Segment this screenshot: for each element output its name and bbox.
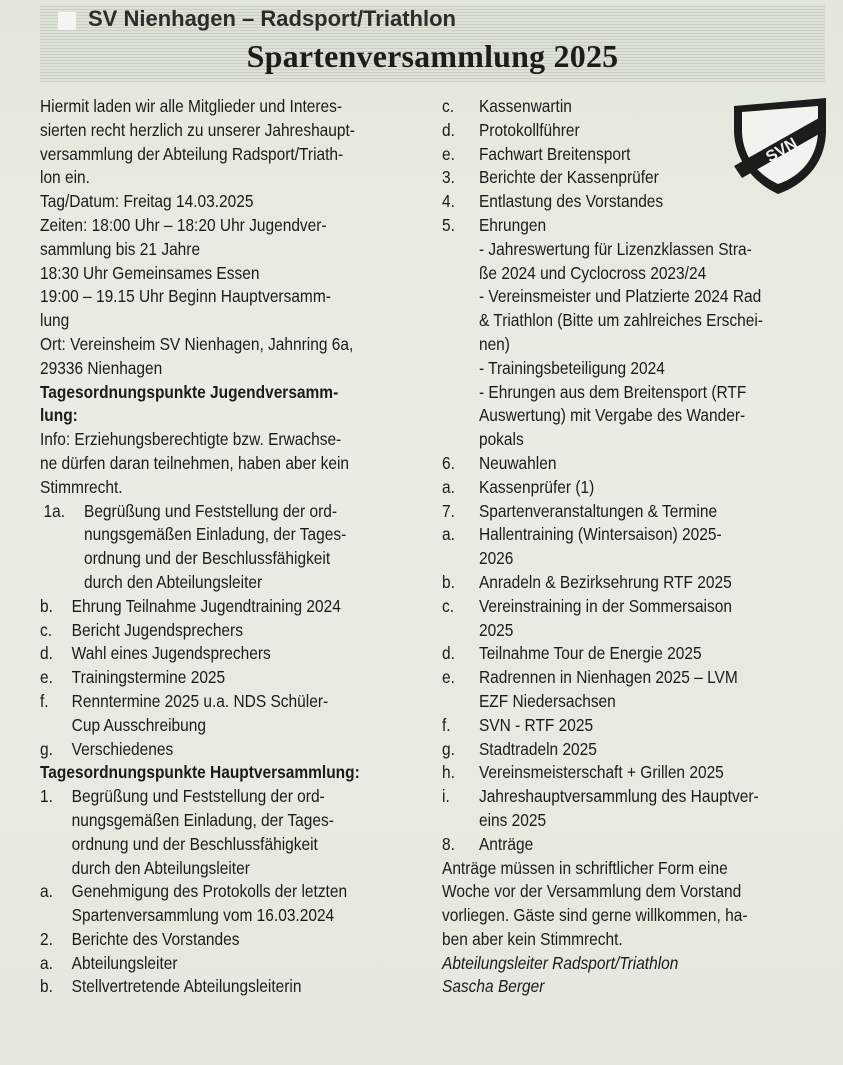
text-line: - Ehrungen aus dem Breitensport (RTF bbox=[478, 381, 747, 402]
text-line: Stimmrecht. bbox=[40, 476, 123, 497]
item-text: Ehrung Teilnahme Jugendtraining 2024 bbox=[71, 595, 341, 616]
text-line: - Trainingsbeteiligung 2024 bbox=[478, 357, 665, 378]
text-line: Tagesordnungspunkte Jugendversamm- bbox=[40, 381, 339, 402]
text-line: ordnung und der Beschlussfähigkeit bbox=[84, 548, 331, 569]
item-number: b. bbox=[40, 976, 53, 997]
item-text: Entlastung des Vorstandes bbox=[478, 191, 664, 212]
text-line bbox=[40, 975, 427, 999]
item-text: Teilnahme Tour de Energie 2025 bbox=[478, 643, 702, 664]
text-line: EZF Niedersachsen bbox=[478, 690, 616, 711]
text-line: Tagesordnungspunkte Hauptversammlung: bbox=[40, 762, 360, 783]
item-number: c. bbox=[40, 619, 53, 640]
text-line bbox=[442, 642, 833, 666]
text-line: sammlung bis 21 Jahre bbox=[40, 238, 201, 259]
text-line bbox=[40, 785, 427, 809]
org-title: SV Nienhagen – Radsport/Triathlon bbox=[88, 6, 456, 31]
text-line bbox=[442, 452, 833, 476]
item-number: 6. bbox=[442, 452, 455, 473]
item-number: b. bbox=[40, 595, 53, 616]
text-line: ordnung und der Beschlussfähigkeit bbox=[71, 833, 318, 854]
item-number: 2. bbox=[40, 928, 53, 949]
item-number: a. bbox=[40, 952, 53, 973]
text-line: Zeiten: 18:00 Uhr – 18:20 Uhr Jugendver- bbox=[40, 214, 327, 235]
text-line: Abteilungsleiter Radsport/Triathlon bbox=[442, 952, 679, 973]
text-line: ße 2024 und Cyclocross 2023/24 bbox=[478, 262, 707, 283]
text-line bbox=[442, 714, 833, 738]
text-line: lung: bbox=[40, 405, 78, 426]
text-line bbox=[40, 880, 427, 904]
text-line bbox=[442, 738, 833, 762]
text-line: Anträge müssen in schriftlicher Form eine bbox=[442, 857, 728, 878]
item-number: 7. bbox=[442, 500, 455, 521]
text-line: & Triathlon (Bitte um zahlreiches Erschei- bbox=[478, 310, 763, 331]
text-line: Spartenversammlung vom 16.03.2024 bbox=[71, 905, 335, 926]
item-text: Trainingstermine 2025 bbox=[71, 667, 226, 688]
item-number: a. bbox=[40, 881, 53, 902]
item-number: h. bbox=[442, 762, 455, 783]
text-line bbox=[40, 619, 427, 643]
left-column bbox=[40, 95, 427, 999]
item-number: c. bbox=[442, 96, 455, 116]
text-line: ben aber kein Stimmrecht. bbox=[442, 928, 623, 949]
item-text: Fachwart Breitensport bbox=[478, 143, 631, 164]
item-text: Verschiedenes bbox=[71, 738, 174, 759]
text-line bbox=[442, 761, 833, 785]
text-line: - Vereinsmeister und Platzierte 2024 Rad bbox=[478, 286, 762, 307]
item-text: Renntermine 2025 u.a. NDS Schüler- bbox=[71, 690, 329, 711]
text-line: nen) bbox=[478, 333, 510, 354]
text-line: 2026 bbox=[478, 548, 514, 569]
text-line: Sascha Berger bbox=[442, 976, 545, 997]
item-number: f. bbox=[40, 690, 49, 711]
item-number: g. bbox=[442, 738, 455, 759]
item-text: Stadtradeln 2025 bbox=[478, 738, 597, 759]
text-line bbox=[442, 500, 833, 524]
item-text: Begrüßung und Feststellung der ord- bbox=[84, 500, 338, 521]
item-number: e. bbox=[442, 667, 455, 688]
text-line: Info: Erziehungsberechtigte bzw. Erwachse- bbox=[40, 429, 342, 450]
text-line bbox=[442, 523, 833, 547]
text-line: - Jahreswertung für Lizenzklassen Stra- bbox=[478, 238, 752, 259]
text-line bbox=[442, 476, 833, 500]
text-line: Woche vor der Versammlung dem Vorstand bbox=[442, 881, 742, 902]
text-line: eins 2025 bbox=[478, 809, 547, 830]
text-line bbox=[442, 95, 833, 119]
text-line bbox=[40, 928, 427, 952]
text-line: durch den Abteilungsleiter bbox=[84, 571, 263, 592]
text-line: 29336 Nienhagen bbox=[40, 357, 163, 378]
item-number: e. bbox=[442, 143, 455, 164]
text-line bbox=[442, 214, 833, 238]
text-line: nungsgemäßen Einladung, der Tages- bbox=[84, 524, 347, 545]
text-line: lung bbox=[40, 310, 70, 331]
text-line bbox=[442, 595, 833, 619]
item-text: Anradeln & Bezirksehrung RTF 2025 bbox=[478, 571, 732, 592]
item-text: Protokollführer bbox=[478, 119, 580, 140]
text-line bbox=[442, 143, 833, 167]
item-text: Abteilungsleiter bbox=[71, 952, 178, 973]
text-line bbox=[40, 642, 427, 666]
text-line: Cup Ausschreibung bbox=[71, 714, 206, 735]
item-number: 3. bbox=[442, 167, 455, 188]
page-title: Spartenversammlung 2025 bbox=[246, 38, 619, 74]
item-number: d. bbox=[40, 643, 53, 664]
item-number: 5. bbox=[442, 214, 455, 235]
item-text: Berichte des Vorstandes bbox=[71, 928, 240, 949]
item-text: Jahreshauptversammlung des Hauptver- bbox=[478, 786, 759, 807]
text-line: sierten recht herzlich zu unserer Jahreshaupt- bbox=[40, 119, 355, 140]
item-number: b. bbox=[442, 571, 455, 592]
text-line: Hiermit laden wir alle Mitglieder und Interes- bbox=[40, 96, 343, 116]
text-line bbox=[442, 785, 833, 809]
text-line bbox=[40, 952, 427, 976]
text-line: Auswertung) mit Vergabe des Wander- bbox=[478, 405, 746, 426]
item-number: g. bbox=[40, 738, 53, 759]
item-text: SVN - RTF 2025 bbox=[478, 714, 594, 735]
item-text: Kassenprüfer (1) bbox=[478, 476, 595, 497]
logo-text: SVN bbox=[763, 134, 801, 167]
text-line: 19:00 – 19.15 Uhr Beginn Hauptversamm- bbox=[40, 286, 331, 307]
text-line: durch den Abteilungsleiter bbox=[71, 857, 250, 878]
text-line bbox=[442, 571, 833, 595]
item-text: Vereinstraining in der Sommersaison bbox=[478, 595, 732, 616]
item-number: i. bbox=[442, 786, 450, 807]
item-number: a. bbox=[442, 524, 455, 545]
item-text: Begrüßung und Feststellung der ord- bbox=[71, 786, 325, 807]
item-number: d. bbox=[442, 643, 455, 664]
item-text: Neuwahlen bbox=[478, 452, 557, 473]
text-line bbox=[442, 833, 833, 857]
item-number: e. bbox=[40, 667, 53, 688]
item-text: Wahl eines Jugendsprechers bbox=[71, 643, 271, 664]
item-number: c. bbox=[442, 595, 455, 616]
item-text: Hallentraining (Wintersaison) 2025- bbox=[478, 524, 722, 545]
text-line: vorliegen. Gäste sind gerne willkommen, ha- bbox=[442, 905, 748, 926]
item-text: Radrennen in Nienhagen 2025 – LVM bbox=[478, 667, 738, 688]
item-text: Spartenveranstaltungen & Termine bbox=[478, 500, 718, 521]
text-line: 18:30 Uhr Gemeinsames Essen bbox=[40, 262, 260, 283]
text-line: 2025 bbox=[478, 619, 514, 640]
item-text: Stellvertretende Abteilungsleiterin bbox=[71, 976, 302, 997]
item-number: 4. bbox=[442, 191, 455, 212]
text-line bbox=[40, 500, 427, 524]
item-text: Kassenwartin bbox=[478, 96, 572, 116]
text-line bbox=[442, 190, 833, 214]
text-line bbox=[442, 166, 833, 190]
item-number: 1a. bbox=[43, 500, 66, 521]
item-text: Ehrungen bbox=[478, 214, 547, 235]
item-number: a. bbox=[442, 476, 455, 497]
item-number: d. bbox=[442, 119, 455, 140]
text-line: lon ein. bbox=[40, 167, 90, 188]
text-line bbox=[442, 666, 833, 690]
right-column bbox=[442, 95, 833, 999]
item-number: 1. bbox=[40, 786, 53, 807]
text-line: pokals bbox=[478, 429, 524, 450]
text-line bbox=[40, 738, 427, 762]
item-number: 8. bbox=[442, 833, 455, 854]
item-text: Anträge bbox=[478, 833, 534, 854]
text-line: ne dürfen daran teilnehmen, haben aber kein bbox=[40, 452, 350, 473]
text-line bbox=[442, 119, 833, 143]
item-text: Berichte der Kassenprüfer bbox=[478, 167, 659, 188]
text-line bbox=[40, 595, 427, 619]
header-marker bbox=[58, 12, 76, 30]
item-number: f. bbox=[442, 714, 451, 735]
item-text: Bericht Jugendsprechers bbox=[71, 619, 243, 640]
text-line: nungsgemäßen Einladung, der Tages- bbox=[71, 809, 334, 830]
text-line: Ort: Vereinsheim SV Nienhagen, Jahnring 6a, bbox=[40, 333, 354, 354]
text-line: Tag/Datum: Freitag 14.03.2025 bbox=[40, 191, 254, 212]
item-text: Genehmigung des Protokolls der letzten bbox=[71, 881, 348, 902]
item-text: Vereinsmeisterschaft + Grillen 2025 bbox=[478, 762, 724, 783]
text-line: versammlung der Abteilung Radsport/Triath- bbox=[40, 143, 344, 164]
text-line bbox=[40, 690, 427, 714]
text-line bbox=[40, 666, 427, 690]
